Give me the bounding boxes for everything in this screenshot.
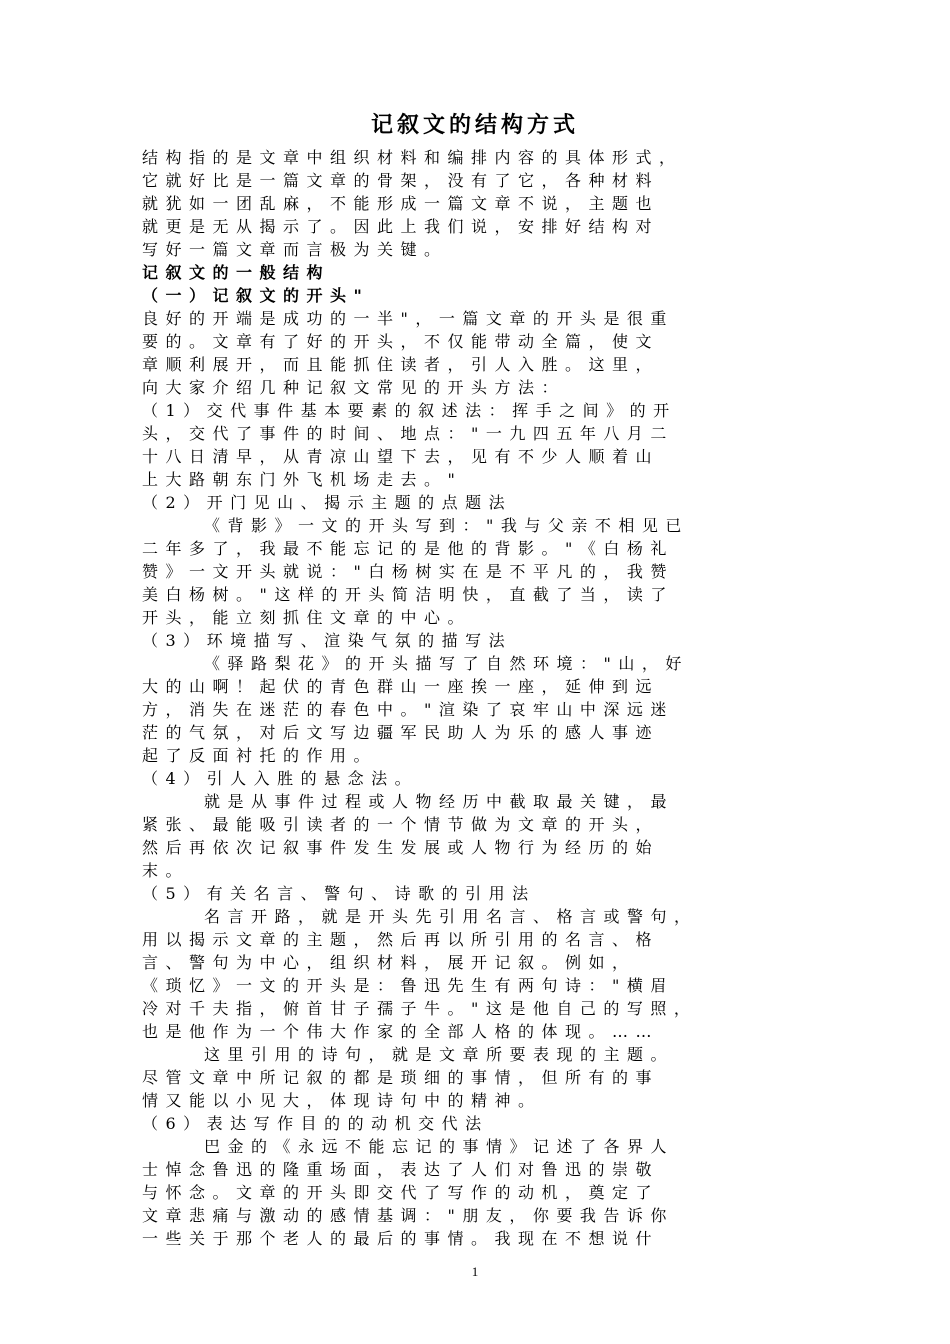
text-line: 良好的开端是成功的一半"，一篇文章的开头是很重 <box>142 309 674 328</box>
text-line: 紧张、最能吸引读者的一个情节做为文章的开头， <box>142 815 660 834</box>
text-line: 末。 <box>142 861 190 880</box>
text-line: 然后再依次记叙事件发生发展或人物行为经历的始 <box>142 838 660 857</box>
text-line: （1）交代事件基本要素的叙述法：挥手之间》的开 <box>142 401 677 420</box>
text-line: 士悼念鲁迅的隆重场面，表达了人们对鲁迅的崇敬 <box>142 1160 660 1179</box>
text-line: 十八日清早，从青凉山望下去，见有不少人顺着山 <box>142 447 660 466</box>
text-line: 美白杨树。"这样的开头简洁明快，直截了当，读了 <box>142 585 674 604</box>
text-line: （6）表达写作目的的动机交代法 <box>142 1114 489 1133</box>
page-number: 1 <box>471 1264 479 1279</box>
text-line: 情又能以小见大，体现诗句中的精神。 <box>142 1091 542 1110</box>
text-line: 用以揭示文章的主题，然后再以所引用的名言、格 <box>142 930 660 949</box>
text-line: 言、警句为中心，组织材料，展开记叙。例如， <box>142 953 636 972</box>
text-line: 就犹如一团乱麻，不能形成一篇文章不说，主题也 <box>142 194 660 213</box>
text-line: 要的。文章有了好的开头，不仅能带动全篇，使文 <box>142 332 660 351</box>
text-line: 也是他作为一个伟大作家的全部人格的体现。…… <box>142 1022 660 1041</box>
document-body <box>142 146 832 1250</box>
text-line: 这里引用的诗句，就是文章所要表现的主题。 <box>204 1045 675 1064</box>
text-line: （5）有关名言、警句、诗歌的引用法 <box>142 884 536 903</box>
text-line: 就更是无从揭示了。因此上我们说，安排好结构对 <box>142 217 660 236</box>
text-line: 写好一篇文章而言极为关键。 <box>142 240 448 259</box>
text-line: 与怀念。文章的开头即交代了写作的动机，奠定了 <box>142 1183 660 1202</box>
text-line: 一些关于那个老人的最后的事情。我现在不想说什 <box>142 1229 660 1248</box>
text-line: 文章悲痛与激动的感情基调："朋友，你要我告诉你 <box>142 1206 674 1225</box>
text-line: 起了反面衬托的作用。 <box>142 746 378 765</box>
text-line: 赞》一文开头就说："白杨树实在是不平凡的，我赞 <box>142 562 674 581</box>
text-line: 尽管文章中所记叙的都是琐细的事情，但所有的事 <box>142 1068 660 1087</box>
text-line: （2）开门见山、揭示主题的点题法 <box>142 493 513 512</box>
document-title: 记叙文的结构方式 <box>370 113 579 138</box>
text-line: 大的山啊！起伏的青色群山一座挨一座，延伸到远 <box>142 677 660 696</box>
text-line: 茫的气氛，对后文写边疆军民助人为乐的感人事迹 <box>142 723 660 742</box>
text-line: 方，消失在迷茫的春色中。"渲染了哀牢山中深远迷 <box>142 700 674 719</box>
section-heading-line: （一）记叙文的开头" <box>142 286 370 305</box>
text-line: 开头，能立刻抓住文章的中心。 <box>142 608 472 627</box>
text-line: （3）环境描写、渲染气氛的描写法 <box>142 631 513 650</box>
text-line: 上大路朝东门外飞机场走去。" <box>142 470 463 489</box>
text-line: 头，交代了事件的时间、地点："一九四五年八月二 <box>142 424 674 443</box>
text-line: 《驿路梨花》的开头描写了自然环境："山，好 <box>204 654 689 673</box>
section-heading-line: 记叙文的一般结构 <box>142 263 331 282</box>
text-line: 巴金的《永远不能忘记的事情》记述了各界人 <box>204 1137 675 1156</box>
text-line: 冷对千夫指，俯首甘子孺子牛。"这是他自己的写照， <box>142 999 698 1018</box>
text-line: 名言开路，就是开头先引用名言、格言或警句， <box>204 907 698 926</box>
text-line: 二年多了，我最不能忘记的是他的背影。"《白杨礼 <box>142 539 674 558</box>
text-line: 向大家介绍几种记叙文常见的开头方法： <box>142 378 566 397</box>
text-line: 《琐忆》一文的开头是：鲁迅先生有两句诗："横眉 <box>142 976 674 995</box>
text-line: 结构指的是文章中组织材料和编排内容的具体形式， <box>142 148 683 167</box>
text-line: 《背影》一文的开头写到："我与父亲不相见已 <box>204 516 689 535</box>
text-line: （4）引人入胜的悬念法。 <box>142 769 419 788</box>
text-line: 它就好比是一篇文章的骨架，没有了它，各种材料 <box>142 171 660 190</box>
text-line: 章顺利展开，而且能抓住读者，引人入胜。这里， <box>142 355 660 374</box>
text-line: 就是从事件过程或人物经历中截取最关键，最 <box>204 792 675 811</box>
